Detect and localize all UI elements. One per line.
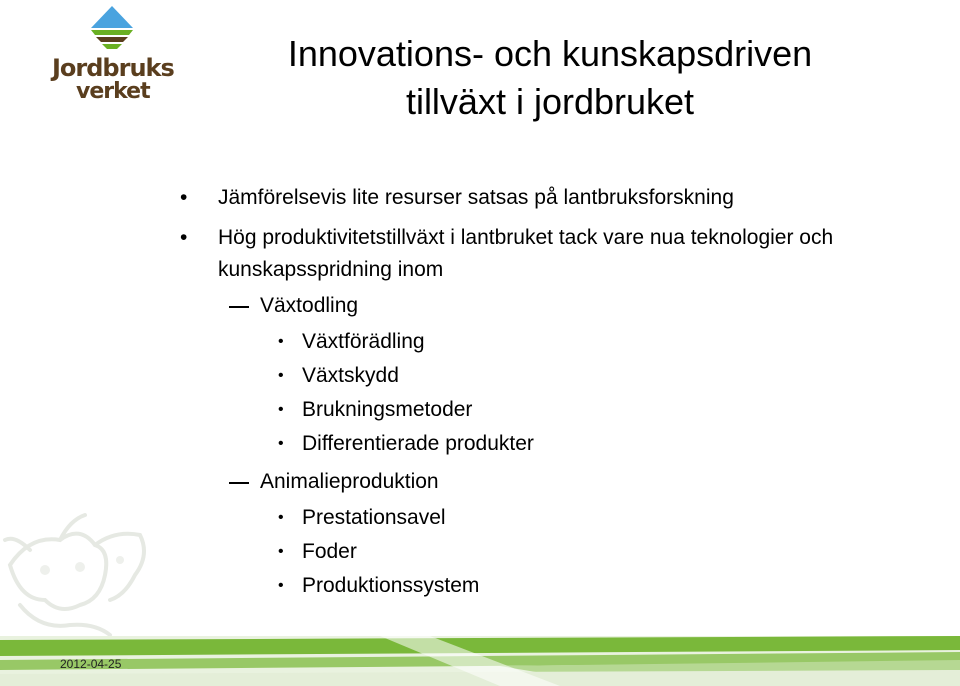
footer-band (0, 636, 960, 686)
bullet-icon: • (180, 186, 188, 209)
bullet-icon: • (278, 577, 284, 594)
sub-item (278, 428, 534, 460)
title-line-2: tillväxt i jordbruket (405, 81, 695, 122)
bullet-item (180, 222, 858, 286)
section-heading-animalieproduktion (260, 466, 439, 498)
dash-icon (229, 306, 249, 308)
dash-icon (229, 482, 249, 484)
sub-item-text: Differentierade produkter (302, 432, 534, 455)
bullet-icon: • (278, 435, 284, 452)
sub-item-text: Brukningsmetoder (302, 398, 473, 421)
bullet-text: Hög produktivitetstillväxt i lantbruket tack vare nua teknologier och kunskapsspridning inom (218, 226, 834, 281)
section-heading-text: Växtodling (260, 294, 359, 317)
logo-emblem-icon (87, 4, 137, 54)
bullet-icon: • (278, 543, 284, 560)
sub-item-text: Produktionssystem (302, 574, 480, 597)
sub-item-text: Prestationsavel (302, 506, 446, 529)
bullet-icon: • (278, 401, 284, 418)
sub-item (278, 502, 446, 534)
bullet-icon: • (278, 333, 284, 350)
cow-watermark-icon (0, 505, 150, 640)
bullet-icon: • (180, 226, 188, 249)
section-heading-vaxtodling (260, 290, 358, 322)
sub-item (278, 570, 480, 602)
sub-item-text: Växtskydd (302, 364, 399, 387)
bullet-item (180, 182, 858, 214)
sub-item (278, 394, 473, 426)
jordbruksverket-logo (52, 4, 177, 104)
sub-item (278, 360, 399, 392)
sub-item-text: Foder (302, 540, 357, 563)
sub-item (278, 326, 425, 358)
bullet-icon: • (278, 509, 284, 526)
bullet-icon: • (278, 367, 284, 384)
bullet-text: Jämförelsevis lite resurser satsas på lantbruksforskning (218, 186, 734, 209)
sub-item-text: Växtförädling (302, 330, 425, 353)
title-line-1: Innovations- och kunskapsdriven (287, 33, 813, 74)
sub-item (278, 536, 357, 568)
slide-title (190, 30, 910, 126)
footer-date: 2012-04-25 (60, 657, 122, 671)
logo-text-line2: verket (76, 79, 150, 104)
logo-text-line1: Jordbruks (52, 54, 174, 82)
section-heading-text: Animalieproduktion (260, 470, 439, 493)
